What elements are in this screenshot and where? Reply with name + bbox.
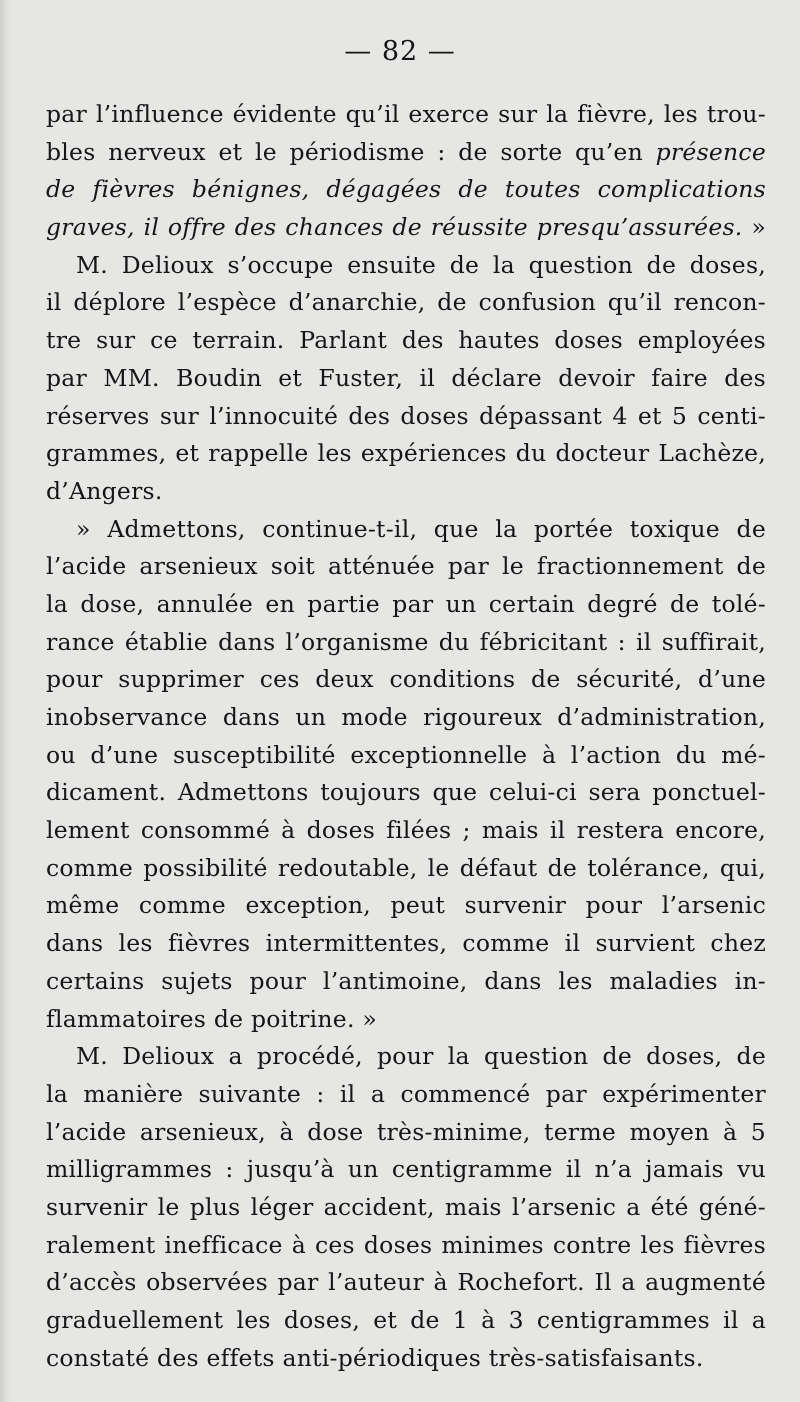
text-line: même comme exception, peut survenir pour l’arsenic [46,891,766,920]
page-edge-shadow [0,0,10,1402]
text-line: par l’influence évidente qu’il exerce sur la fièvre, les trou- [46,100,766,128]
text-line: pour supprimer ces deux conditions de sécurité, d’une [46,665,766,694]
text-line: inobservance dans un mode rigoureux d’administration, [46,703,766,731]
text-line: la manière suivante : il a commencé par expérimenter [46,1079,766,1108]
text-line: tre sur ce terrain. Parlant des hautes doses employées [46,326,766,355]
text-line: bles nerveux et le périodisme : de sorte qu’en présence [46,137,766,166]
text-line: M. Delioux a procédé, pour la question de doses, de [76,1042,766,1071]
text-line: survenir le plus léger accident, mais l’arsenic a été géné- [46,1192,766,1221]
text-line: la dose, annulée en partie par un certain degré de tolé- [46,589,766,618]
text-line: d’accès observées par l’auteur à Rochefort. Il a augmenté [46,1268,766,1297]
text-line: il déplore l’espèce d’anarchie, de confusion qu’il rencon- [46,288,766,317]
text-line: graves, il offre des chances de réussite presqu’assurées. » [46,213,766,242]
text-line: ralement inefficace à ces doses minimes contre les fièvres [46,1230,766,1259]
page-number: — 82 — [344,36,456,67]
text-line: l’acide arsenieux soit atténuée par le fractionnement de [46,552,766,581]
text-line: réserves sur l’innocuité des doses dépassant 4 et 5 centi- [46,401,766,430]
text-line: par MM. Boudin et Fuster, il déclare devoir faire des [46,363,766,392]
text-line: graduellement les doses, et de 1 à 3 centigrammes il a [46,1306,766,1334]
text-line: comme possibilité redoutable, le défaut de tolérance, qui, [46,853,766,882]
text-line: l’acide arsenieux, à dose très-minime, terme moyen à 5 [46,1117,766,1146]
text-line: de fièvres bénignes, dégagées de toutes complications [46,175,766,204]
text-line: rance établie dans l’organisme du fébricitant : il suffirait, [46,627,766,656]
text-line: dans les fièvres intermittentes, comme il survient chez [46,929,766,958]
text-line: ou d’une susceptibilité exceptionnelle à l’action du mé- [46,740,766,769]
text-line: milligrammes : jusqu’à un centigramme il n’a jamais vu [46,1155,766,1184]
text-line: dicament. Admettons toujours que celui-ci sera ponctuel- [46,778,766,807]
text-line: grammes, et rappelle les expériences du docteur Lachèze, [46,439,766,468]
text-line: flammatoires de poitrine. » [46,1004,378,1033]
text-line: d’Angers. [46,476,163,505]
text-line: lement consommé à doses filées ; mais il restera encore, [46,816,766,845]
text-line: » Admettons, continue-t-il, que la portée toxique de [76,514,766,543]
text-line: constaté des effets anti-périodiques très-satisfaisants. [46,1343,704,1372]
body-text [46,96,766,1377]
text-line: certains sujets pour l’antimoine, dans les maladies in- [46,966,766,995]
text-line: M. Delioux s’occupe ensuite de la question de doses, [76,250,766,279]
